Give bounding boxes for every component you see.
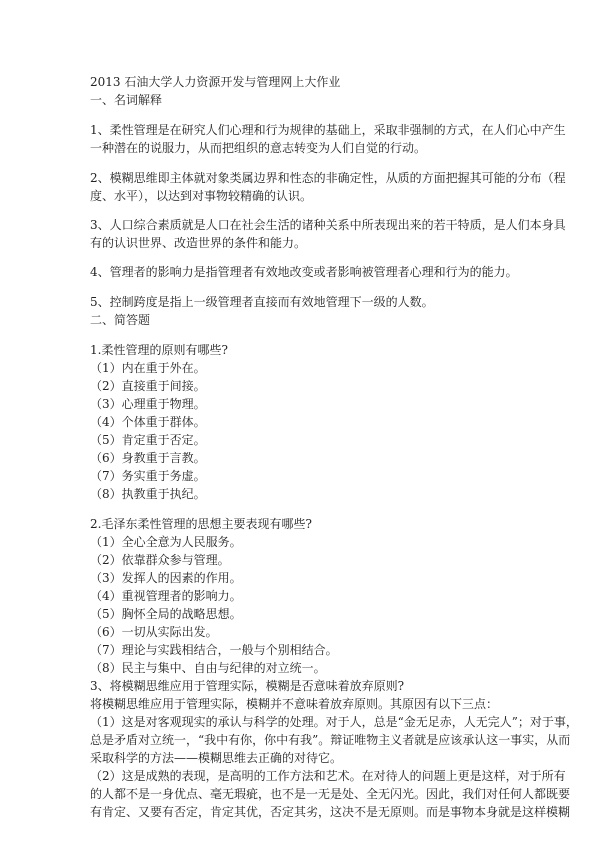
definition-1-line-2: 一种潜在的说服力，从而把组织的意志转变为人们自觉的行动。 [90,141,427,155]
definition-2-line-2: 度、水平），以达到对事物较精确的认识。 [90,189,313,203]
q3-point-2-line-2: 的人都不是一身优点、毫无瑕疵，也不是一无是处、全无闪光。因此，我们对任何人都既要 [90,787,571,801]
definition-1-line-1: 1、柔性管理是在研究人们心理和行为规律的基础上，采取非强制的方式，在人们心中产生 [90,123,566,137]
q1-answer-7: （7）务实重于务虚。 [90,469,206,483]
q3-point-1-line-2: 总是矛盾对立统一，“我中有你，你中有我”。辩证唯物主义者就是应该承认这一事实，从而 [90,733,571,747]
definition-3-line-1: 3、人口综合素质就是人口在社会生活的诸种关系中所表现出来的若干特质，是人们本身具 [90,218,566,232]
section-heading-definitions: 一、名词解释 [90,93,163,107]
q3-intro: 将模糊思维应用于管理实际，模糊并不意味着放弃原则。其原因有以下三点： [90,697,499,711]
q1-answer-5: （5）肯定重于否定。 [90,433,206,447]
definition-5: 5、控制跨度是指上一级管理者直接而有效地管理下一级的人数。 [90,295,434,309]
q1-answer-8: （8）执教重于执纪。 [90,487,206,501]
document-title: 2013 石油大学人力资源开发与管理网上大作业 [90,75,341,89]
q3-point-2-line-3: 有肯定、又要有否定，肯定其优，否定其劣，这决不是无原则。而是事物本身就是这样模糊 [90,805,571,819]
q1-answer-4: （4）个体重于群体。 [90,415,206,429]
q1-answer-1: （1）内在重于外在。 [90,361,206,375]
q2-answer-2: （2）依靠群众参与管理。 [90,553,230,567]
question-3: 3、将模糊思维应用于管理实际，模糊是否意味着放弃原则? [90,679,405,693]
definition-4: 4、管理者的影响力是指管理者有效地改变或者影响被管理者心理和行为的能力。 [90,265,518,279]
q2-answer-5: （5）胸怀全局的战略思想。 [90,607,242,621]
q2-answer-4: （4）重视管理者的影响力。 [90,589,242,603]
question-1: 1.柔性管理的原则有哪些? [90,343,228,357]
q1-answer-6: （6）身教重于言教。 [90,451,206,465]
q2-answer-1: （1）全心全意为人民服务。 [90,535,242,549]
q3-point-1-line-1: （1）这是对客观现实的承认与科学的处理。对于人，总是“金无足赤，人无完人”；对于事， [90,715,578,729]
q1-answer-2: （2）直接重于间接。 [90,379,206,393]
q2-answer-6: （6）一切从实际出发。 [90,625,218,639]
section-heading-short-answer: 二、简答题 [90,313,151,327]
q3-point-1-line-3: 采取科学的方法——模糊思维去正确的对待它。 [90,751,343,765]
definition-3-line-2: 有的认识世界、改造世界的条件和能力。 [90,236,307,250]
q2-answer-3: （3）发挥人的因素的作用。 [90,571,242,585]
q3-point-2-line-1: （2）这是成熟的表现，是高明的工作方法和艺术。在对待人的问题上更是这样，对于所有 [90,769,566,783]
q2-answer-7: （7）理论与实践相结合，一般与个别相结合。 [90,643,338,657]
question-2: 2.毛泽东柔性管理的思想主要表现有哪些? [90,517,312,531]
q2-answer-8: （8）民主与集中、自由与纪律的对立统一。 [90,661,326,675]
q1-answer-3: （3）心理重于物理。 [90,397,206,411]
definition-2-line-1: 2、模糊思维即主体就对象类属边界和性态的非确定性，从质的方面把握其可能的分布（程 [90,171,566,185]
